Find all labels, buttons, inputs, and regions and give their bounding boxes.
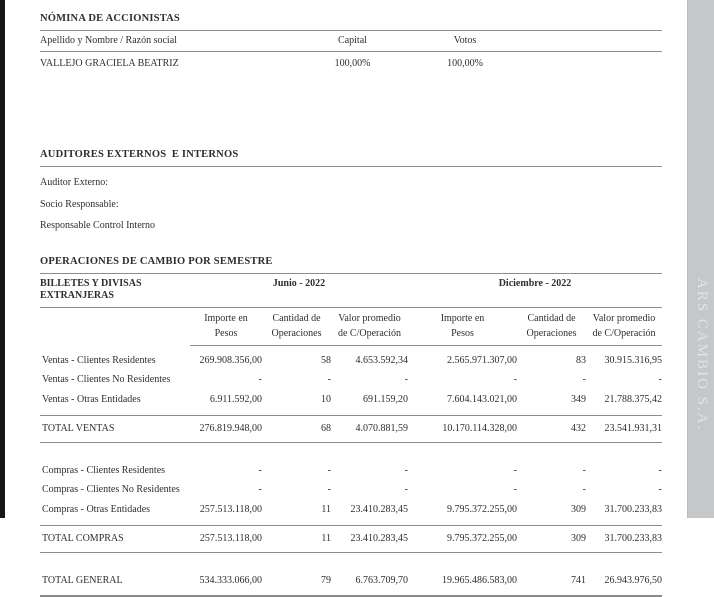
period-june-label: Junio - 2022 <box>272 277 326 289</box>
cell-valor-jun: - <box>404 374 408 386</box>
subheader-line-1 <box>40 308 662 326</box>
cell-valor-jun: 23.410.283,45 <box>350 503 408 515</box>
row-label: Compras - Otras Entidades <box>42 503 151 515</box>
subheader-cantidad: Cantidad de <box>272 312 321 324</box>
period-december-label: Diciembre - 2022 <box>498 277 572 289</box>
cell-valor-jun: - <box>404 484 408 496</box>
row-label: TOTAL GENERAL <box>42 574 123 586</box>
subheader-line-2 <box>40 325 662 345</box>
cell-importe-dic: 9.795.372.255,00 <box>447 533 517 545</box>
cell-valor-dic: - <box>658 374 662 386</box>
cell-valor-jun: 23.410.283,45 <box>350 533 408 545</box>
subheader-operaciones: Operaciones <box>271 328 322 340</box>
table-row-total-ventas <box>40 415 662 443</box>
cell-valor-dic: 23.541.931,31 <box>604 423 662 435</box>
subheader-valor: Valor promedio <box>592 312 656 324</box>
cell-importe-dic: - <box>513 484 517 496</box>
cell-valor-jun: 4.653.592,34 <box>355 354 408 366</box>
cell-cantidad-dic: 432 <box>571 423 586 435</box>
cell-importe-dic: 9.795.372.255,00 <box>447 503 517 515</box>
cell-importe-dic: - <box>513 374 517 386</box>
shareholder-name: VALLEJO GRACIELA BEATRIZ <box>40 57 179 69</box>
cell-importe-dic: 2.565.971.307,00 <box>447 354 517 366</box>
table-row-compras-residentes <box>40 461 662 481</box>
col-header-name: Apellido y Nombre / Razón social <box>40 35 177 47</box>
operations-title: OPERACIONES DE CAMBIO POR SEMESTRE <box>40 251 662 274</box>
cell-cantidad-jun: 79 <box>321 574 331 586</box>
cell-valor-dic: 31.700.233,83 <box>604 503 662 515</box>
subheader-importe: Importe en <box>204 312 248 324</box>
row-label: TOTAL COMPRAS <box>42 533 124 545</box>
cell-valor-jun: 691.159,20 <box>363 393 408 405</box>
table-row-compras-otras <box>40 500 662 520</box>
auditor-partner-label: Socio Responsable: <box>40 198 119 210</box>
cell-importe-jun: - <box>258 484 262 496</box>
row-label: TOTAL VENTAS <box>42 423 115 435</box>
cell-cantidad-jun: 58 <box>321 354 331 366</box>
shareholder-votos: 100,00% <box>447 57 483 69</box>
cell-cantidad-jun: 11 <box>321 503 331 515</box>
cell-cantidad-dic: 349 <box>571 393 586 405</box>
cell-importe-jun: 269.908.356,00 <box>199 354 262 366</box>
cell-cantidad-dic: 309 <box>571 503 586 515</box>
table-row-total-general <box>40 567 662 597</box>
subheader-coperacion: de C/Operación <box>592 328 656 340</box>
cell-valor-dic: 26.943.976,50 <box>604 574 662 586</box>
subheader-operaciones: Operaciones <box>526 328 577 340</box>
table-row-ventas-otras <box>40 390 662 410</box>
cell-importe-jun: - <box>258 374 262 386</box>
auditor-external-label: Auditor Externo: <box>40 177 109 189</box>
cell-cantidad-jun: - <box>327 464 331 476</box>
operations-table-header <box>40 274 662 308</box>
page-left-edge <box>0 0 5 518</box>
cell-cantidad-dic: 309 <box>571 533 586 545</box>
shareholder-capital: 100,00% <box>334 57 371 69</box>
cell-importe-dic: - <box>513 464 517 476</box>
cell-importe-jun: 276.819.948,00 <box>199 423 262 435</box>
shareholders-header-row <box>40 31 662 52</box>
row-label: Ventas - Clientes No Residentes <box>42 374 171 386</box>
cell-importe-dic: 10.170.114.328,00 <box>442 423 517 435</box>
cell-importe-dic: 19.965.486.583,00 <box>442 574 517 586</box>
subheader-underline <box>190 345 662 346</box>
cell-valor-jun: 6.763.709,70 <box>355 574 408 586</box>
cell-cantidad-dic: 741 <box>571 574 586 586</box>
row-label: Compras - Clientes Residentes <box>42 464 166 476</box>
row-label: Ventas - Otras Entidades <box>42 393 141 405</box>
subheader-importe: Importe en <box>440 312 485 324</box>
cell-cantidad-jun: 10 <box>321 393 331 405</box>
cell-valor-dic: 30.915.316,95 <box>604 354 662 366</box>
col-header-capital: Capital <box>338 35 367 47</box>
subheader-cantidad: Cantidad de <box>527 312 576 324</box>
shareholder-row <box>40 52 662 75</box>
cell-cantidad-dic: - <box>582 374 586 386</box>
cell-valor-dic: 21.788.375,42 <box>604 393 662 405</box>
table-row-ventas-residentes <box>40 351 662 371</box>
cell-cantidad-jun: - <box>327 374 331 386</box>
company-watermark: ARS CAMBIO S.A. <box>694 278 710 432</box>
document-page <box>40 8 662 597</box>
cell-cantidad-jun: 11 <box>321 533 331 545</box>
auditors-title: AUDITORES EXTERNOS E INTERNOS <box>40 144 662 167</box>
cell-cantidad-jun: 68 <box>321 423 331 435</box>
cell-cantidad-dic: 83 <box>576 354 586 366</box>
row-label: Compras - Clientes No Residentes <box>42 484 180 496</box>
cell-valor-dic: - <box>658 464 662 476</box>
cell-valor-dic: - <box>658 484 662 496</box>
cell-importe-dic: 7.604.143.021,00 <box>447 393 517 405</box>
cell-importe-jun: 6.911.592,00 <box>209 393 262 405</box>
subheader-valor: Valor promedio <box>338 312 401 324</box>
cell-importe-jun: 534.333.066,00 <box>199 574 262 586</box>
col-header-votos: Votos <box>453 35 477 47</box>
subheader-coperacion: de C/Operación <box>337 328 402 340</box>
auditor-internal-label: Responsable Control Interno <box>40 220 155 232</box>
cell-valor-jun: - <box>404 464 408 476</box>
cell-cantidad-dic: - <box>582 484 586 496</box>
cell-importe-jun: 257.513.118,00 <box>199 533 262 545</box>
table-row-compras-no-residentes <box>40 480 662 500</box>
cell-cantidad-jun: - <box>327 484 331 496</box>
operations-table-title: BILLETES Y DIVISAS EXTRANJERAS <box>40 277 142 302</box>
cell-valor-jun: 4.070.881,59 <box>355 423 408 435</box>
side-band <box>687 0 714 518</box>
table-row-ventas-no-residentes <box>40 370 662 390</box>
cell-cantidad-dic: - <box>582 464 586 476</box>
cell-importe-jun: 257.513.118,00 <box>199 503 262 515</box>
row-label: Ventas - Clientes Residentes <box>42 354 156 366</box>
cell-importe-jun: - <box>258 464 262 476</box>
subheader-pesos: Pesos <box>451 328 474 340</box>
cell-valor-dic: 31.700.233,83 <box>604 533 662 545</box>
subheader-pesos: Pesos <box>214 328 238 340</box>
shareholders-title: NÓMINA DE ACCIONISTAS <box>40 8 662 31</box>
table-row-total-compras <box>40 525 662 553</box>
